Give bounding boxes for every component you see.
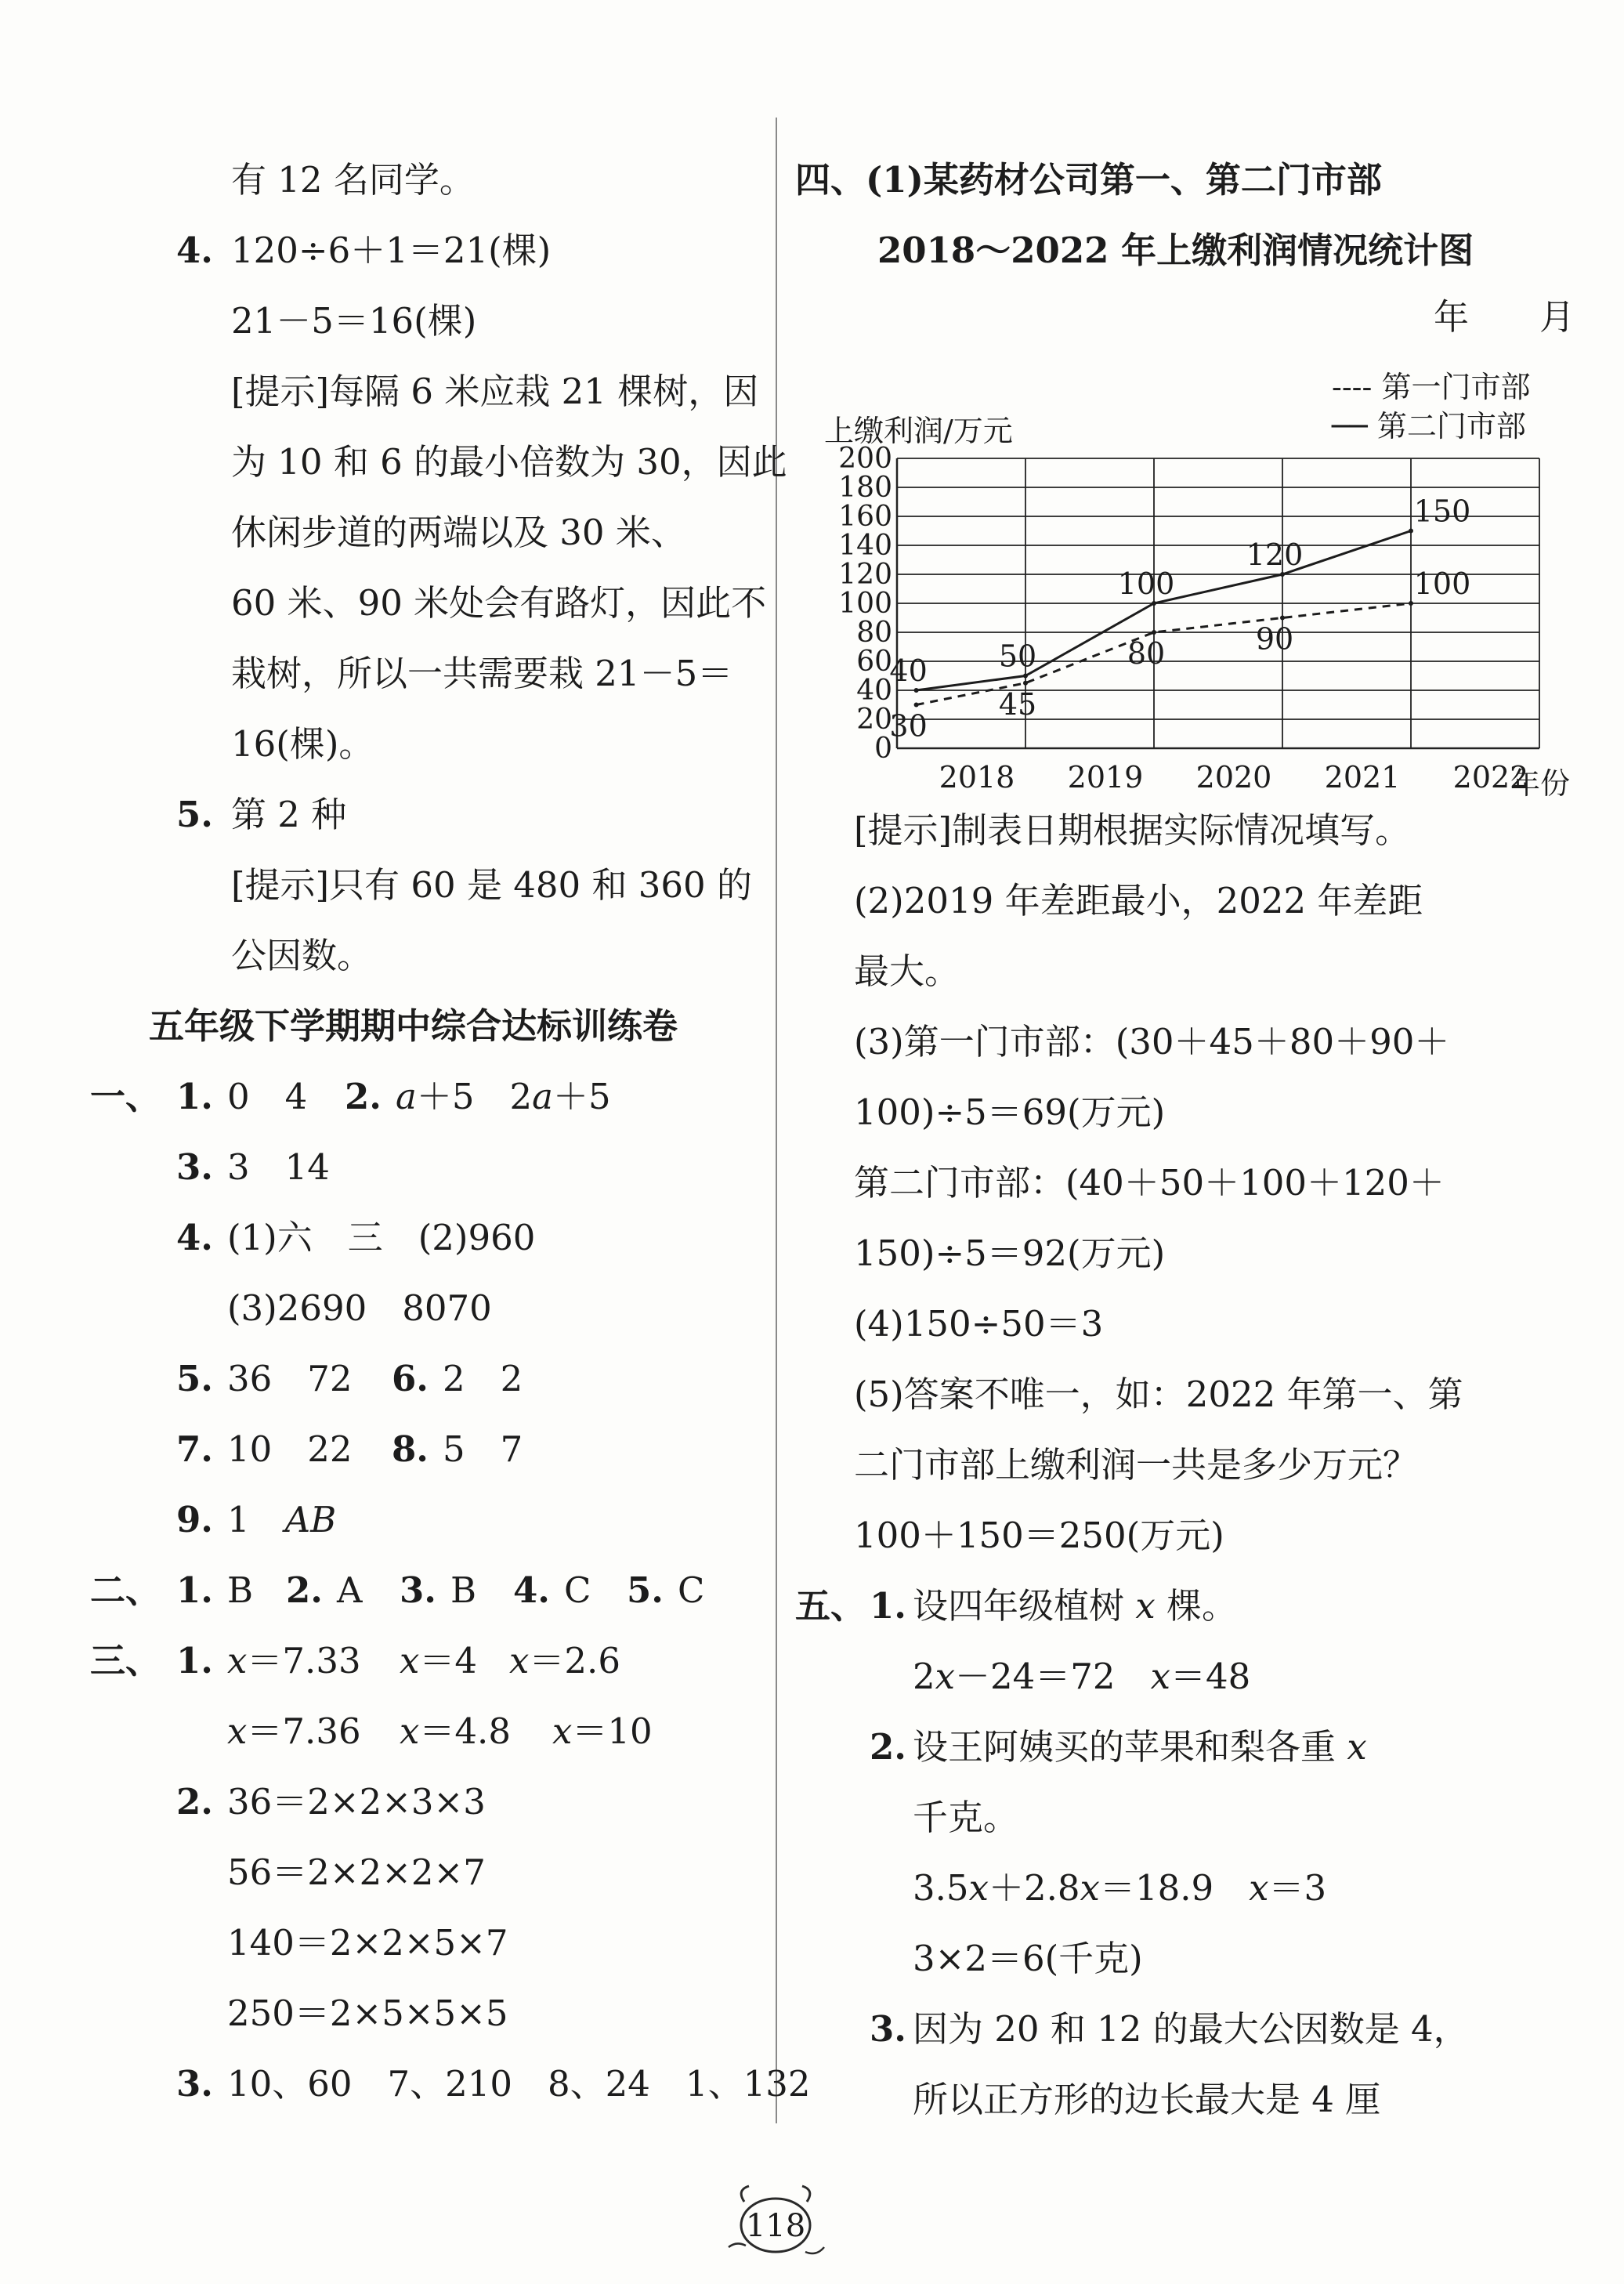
hint-line: [提示]每隔 6 米应栽 21 棵树，因	[231, 371, 759, 412]
y-tick-label: 120	[838, 559, 892, 591]
text-part: ＋2.8	[988, 1867, 1080, 1909]
section-label: 一、	[90, 1076, 161, 1117]
chart-data-labels	[889, 494, 1470, 744]
x-tick-label: 2018	[939, 760, 1015, 795]
equation	[913, 1653, 1250, 1700]
data-point	[914, 703, 919, 708]
var-x: x	[227, 1710, 248, 1752]
answer-part: AB	[284, 1499, 337, 1540]
solution: 2.6	[564, 1640, 620, 1681]
text-part: －24＝72	[955, 1656, 1151, 1697]
text-part: ＝18.9	[1099, 1867, 1250, 1909]
item-number: 5.	[176, 1358, 213, 1399]
text-line: 二门市部上缴利润一共是多少万元？	[854, 1444, 1419, 1486]
date-line: 年 月	[1434, 296, 1575, 338]
item-number: 3.	[400, 1569, 436, 1611]
data-point	[1409, 601, 1413, 606]
answer	[227, 1497, 336, 1544]
text-line: 栽树，所以一共需要栽 21－5＝	[231, 653, 733, 694]
data-point	[914, 688, 919, 693]
legend-entry-solid: ── 第二门市部	[1332, 409, 1526, 443]
factorization: 36＝2×2×3×3	[227, 1781, 486, 1822]
equation	[509, 1638, 620, 1685]
item-number: 4.	[176, 1217, 213, 1258]
x-axis-tick-labels	[939, 760, 1529, 795]
answer: 10 22	[227, 1428, 353, 1470]
data-label: 40	[889, 653, 928, 688]
item-number: 8.	[392, 1428, 429, 1470]
hint-line: [提示]制表日期根据实际情况填写。	[854, 809, 1411, 851]
section-label: 三、	[90, 1640, 161, 1681]
text-line: 120÷6＋1＝21(棵)	[231, 230, 552, 271]
text-line: 为 10 和 6 的最小倍数为 30，因此	[231, 441, 787, 483]
x-tick-label: 2019	[1067, 760, 1144, 795]
item-number: 5.	[627, 1569, 664, 1611]
y-tick-label: 20	[856, 704, 892, 736]
text-line: 100)÷5＝69(万元)	[854, 1091, 1166, 1133]
text-line: 3×2＝6(千克)	[913, 1938, 1143, 1979]
equals: ＝	[419, 1640, 455, 1681]
var-x: x	[552, 1710, 573, 1752]
y-axis-tick-labels	[838, 443, 892, 765]
item-number: 1.	[176, 1640, 213, 1681]
y-tick-label: 160	[838, 501, 892, 533]
answer	[396, 1073, 611, 1120]
equation	[400, 1638, 477, 1685]
item-number: 1.	[870, 1585, 906, 1627]
var-x: x	[400, 1710, 420, 1752]
text-part: 设王阿姨买的苹果和梨各重	[913, 1726, 1347, 1768]
equals: ＝	[247, 1640, 283, 1681]
answer: B	[450, 1569, 477, 1611]
answer: 5 7	[443, 1428, 523, 1470]
var-x: x	[968, 1867, 989, 1909]
item-number: 2.	[286, 1569, 323, 1611]
text-part: 设四年级植树	[913, 1585, 1136, 1627]
data-label: 45	[998, 686, 1037, 722]
y-tick-label: 40	[856, 675, 892, 707]
factorization: 250＝2×5×5×5	[227, 1993, 508, 2034]
data-label: 30	[889, 708, 928, 744]
data-label: 100	[1413, 566, 1471, 601]
text-line: (5)答案不唯一，如：2022 年第一、第	[854, 1374, 1463, 1415]
text-line: 因为 20 和 12 的最大公因数是 4，	[913, 2008, 1469, 2050]
page-number: 118	[745, 2208, 806, 2244]
x-tick-label: 2022	[1452, 760, 1529, 795]
item-number: 6.	[392, 1358, 429, 1399]
answer: 3 14	[227, 1146, 330, 1188]
answer: C	[564, 1569, 591, 1611]
var-x: x	[935, 1656, 956, 1697]
data-label: 120	[1246, 538, 1304, 572]
item-number: 3.	[176, 1146, 213, 1188]
item-number: 2.	[176, 1781, 213, 1822]
question-title: 四、(1)某药材公司第一、第二门市部	[795, 159, 1382, 201]
text-part: ＝3	[1268, 1867, 1327, 1909]
data-point	[1280, 572, 1285, 577]
item-number: 2.	[345, 1076, 382, 1117]
answer-part: ＋5 2	[416, 1076, 533, 1117]
text-line: 第二门市部：(40＋50＋100＋120＋	[854, 1162, 1445, 1204]
text-line: 休闲步道的两端以及 30 米、	[231, 512, 686, 553]
data-label: 80	[1127, 636, 1166, 671]
answer-part: ＋5	[552, 1076, 611, 1117]
text-part: 3.5	[913, 1867, 969, 1909]
item-number: 1.	[176, 1569, 213, 1611]
column-divider	[776, 118, 777, 2123]
var-x: x	[1347, 1726, 1367, 1768]
chart-series	[914, 529, 1413, 708]
item-number: 3.	[176, 2063, 213, 2105]
answer: 0 4	[227, 1076, 308, 1117]
text-line: 所以正方形的边长最大是 4 厘	[913, 2079, 1381, 2120]
var-x: x	[1135, 1585, 1156, 1627]
item-number: 7.	[176, 1428, 213, 1470]
y-tick-label: 140	[838, 530, 892, 562]
answer: 10、60 7、210 8、24 1、132	[227, 2063, 811, 2105]
text-line: 最大。	[854, 950, 960, 992]
x-tick-label: 2020	[1195, 760, 1272, 795]
text-line	[913, 1583, 1237, 1630]
data-point	[1280, 616, 1285, 621]
data-point	[1152, 601, 1156, 606]
item-number: 5.	[176, 794, 213, 835]
y-tick-label: 180	[838, 472, 892, 504]
data-label: 90	[1255, 621, 1294, 657]
answer: A	[337, 1569, 363, 1611]
var-x: x	[400, 1640, 420, 1681]
x-tick-label: 2021	[1324, 760, 1401, 795]
factorization: 56＝2×2×2×7	[227, 1851, 486, 1893]
data-point	[1023, 681, 1028, 686]
var-a: a	[396, 1076, 417, 1117]
data-point	[1023, 674, 1028, 679]
answer: C	[678, 1569, 705, 1611]
item-number: 1.	[176, 1076, 213, 1117]
answer: (1)六 三 (2)960	[227, 1217, 536, 1258]
equals: ＝	[247, 1710, 283, 1752]
answer: (3)2690 8070	[227, 1287, 492, 1329]
equals: ＝	[419, 1710, 455, 1752]
section-heading: 五年级下学期期中综合达标训练卷	[149, 1005, 678, 1047]
text-line: 有 12 名同学。	[231, 159, 475, 201]
text-line: 60 米、90 米处会有路灯，因此不	[231, 582, 767, 624]
data-point	[1152, 630, 1156, 635]
x-axis-label: 年份	[1510, 766, 1571, 801]
text-line: 千克。	[913, 1797, 1019, 1838]
text-line: (4)150÷50＝3	[854, 1303, 1104, 1345]
answer: 36 72	[227, 1358, 353, 1399]
solution: 7.33	[282, 1640, 361, 1681]
text-line: 16(棵)。	[231, 723, 374, 765]
item-number: 9.	[176, 1499, 213, 1540]
chart-title: 2018～2022 年上缴利润情况统计图	[877, 230, 1474, 271]
equation	[227, 1638, 361, 1685]
equation	[913, 1865, 1326, 1912]
y-tick-label: 60	[856, 646, 892, 678]
page-number-badge	[721, 2178, 830, 2264]
solution: 4.8	[454, 1710, 511, 1752]
section-label: 五、	[795, 1585, 866, 1627]
answer-part: 1	[227, 1499, 285, 1540]
solution: 7.36	[282, 1710, 361, 1752]
solution: 4	[454, 1640, 478, 1681]
legend-entry-dashed: ---- 第一门市部	[1332, 370, 1531, 404]
var-x: x	[1249, 1867, 1269, 1909]
equals: ＝	[572, 1710, 608, 1752]
var-x: x	[1080, 1867, 1100, 1909]
text-line: (3)第一门市部：(30＋45＋80＋90＋	[854, 1021, 1450, 1062]
y-axis-label: 上缴利润/万元	[824, 414, 1013, 448]
factorization: 140＝2×2×5×7	[227, 1922, 508, 1964]
section-label: 二、	[90, 1569, 161, 1611]
var-x: x	[509, 1640, 530, 1681]
var-x: x	[1150, 1656, 1170, 1697]
equation	[400, 1708, 511, 1755]
text-part: ＝48	[1170, 1656, 1251, 1697]
text-line: 21－5＝16(棵)	[231, 300, 477, 342]
solution: 10	[607, 1710, 653, 1752]
y-tick-label: 200	[838, 443, 892, 475]
data-label: 100	[1117, 566, 1175, 601]
item-number: 4.	[513, 1569, 550, 1611]
item-number: 4.	[176, 230, 213, 271]
data-point	[1409, 529, 1413, 534]
text-line: (2)2019 年差距最小，2022 年差距	[854, 880, 1423, 921]
y-tick-label: 100	[838, 588, 892, 620]
hint-line: [提示]只有 60 是 480 和 360 的	[231, 864, 752, 906]
text-line: 100＋150＝250(万元)	[854, 1515, 1224, 1556]
y-tick-label: 80	[856, 617, 892, 649]
var-a: a	[532, 1076, 553, 1117]
text-line: 公因数。	[231, 935, 373, 976]
text-line	[913, 1724, 1367, 1771]
item-number: 2.	[870, 1726, 906, 1768]
profit-line-chart	[823, 357, 1606, 811]
equation	[552, 1708, 653, 1755]
answer: 2 2	[443, 1358, 523, 1399]
data-label: 50	[998, 639, 1037, 674]
answer: B	[227, 1569, 254, 1611]
text-part: 2	[913, 1656, 935, 1697]
var-x: x	[227, 1640, 248, 1681]
text-line: 第 2 种	[231, 794, 347, 835]
data-label: 150	[1413, 494, 1471, 529]
equation	[227, 1708, 361, 1755]
equals: ＝	[529, 1640, 565, 1681]
y-tick-label: 0	[874, 733, 892, 765]
text-part: 棵。	[1155, 1585, 1238, 1627]
item-number: 3.	[870, 2008, 906, 2050]
text-line: 150)÷5＝92(万元)	[854, 1232, 1166, 1274]
